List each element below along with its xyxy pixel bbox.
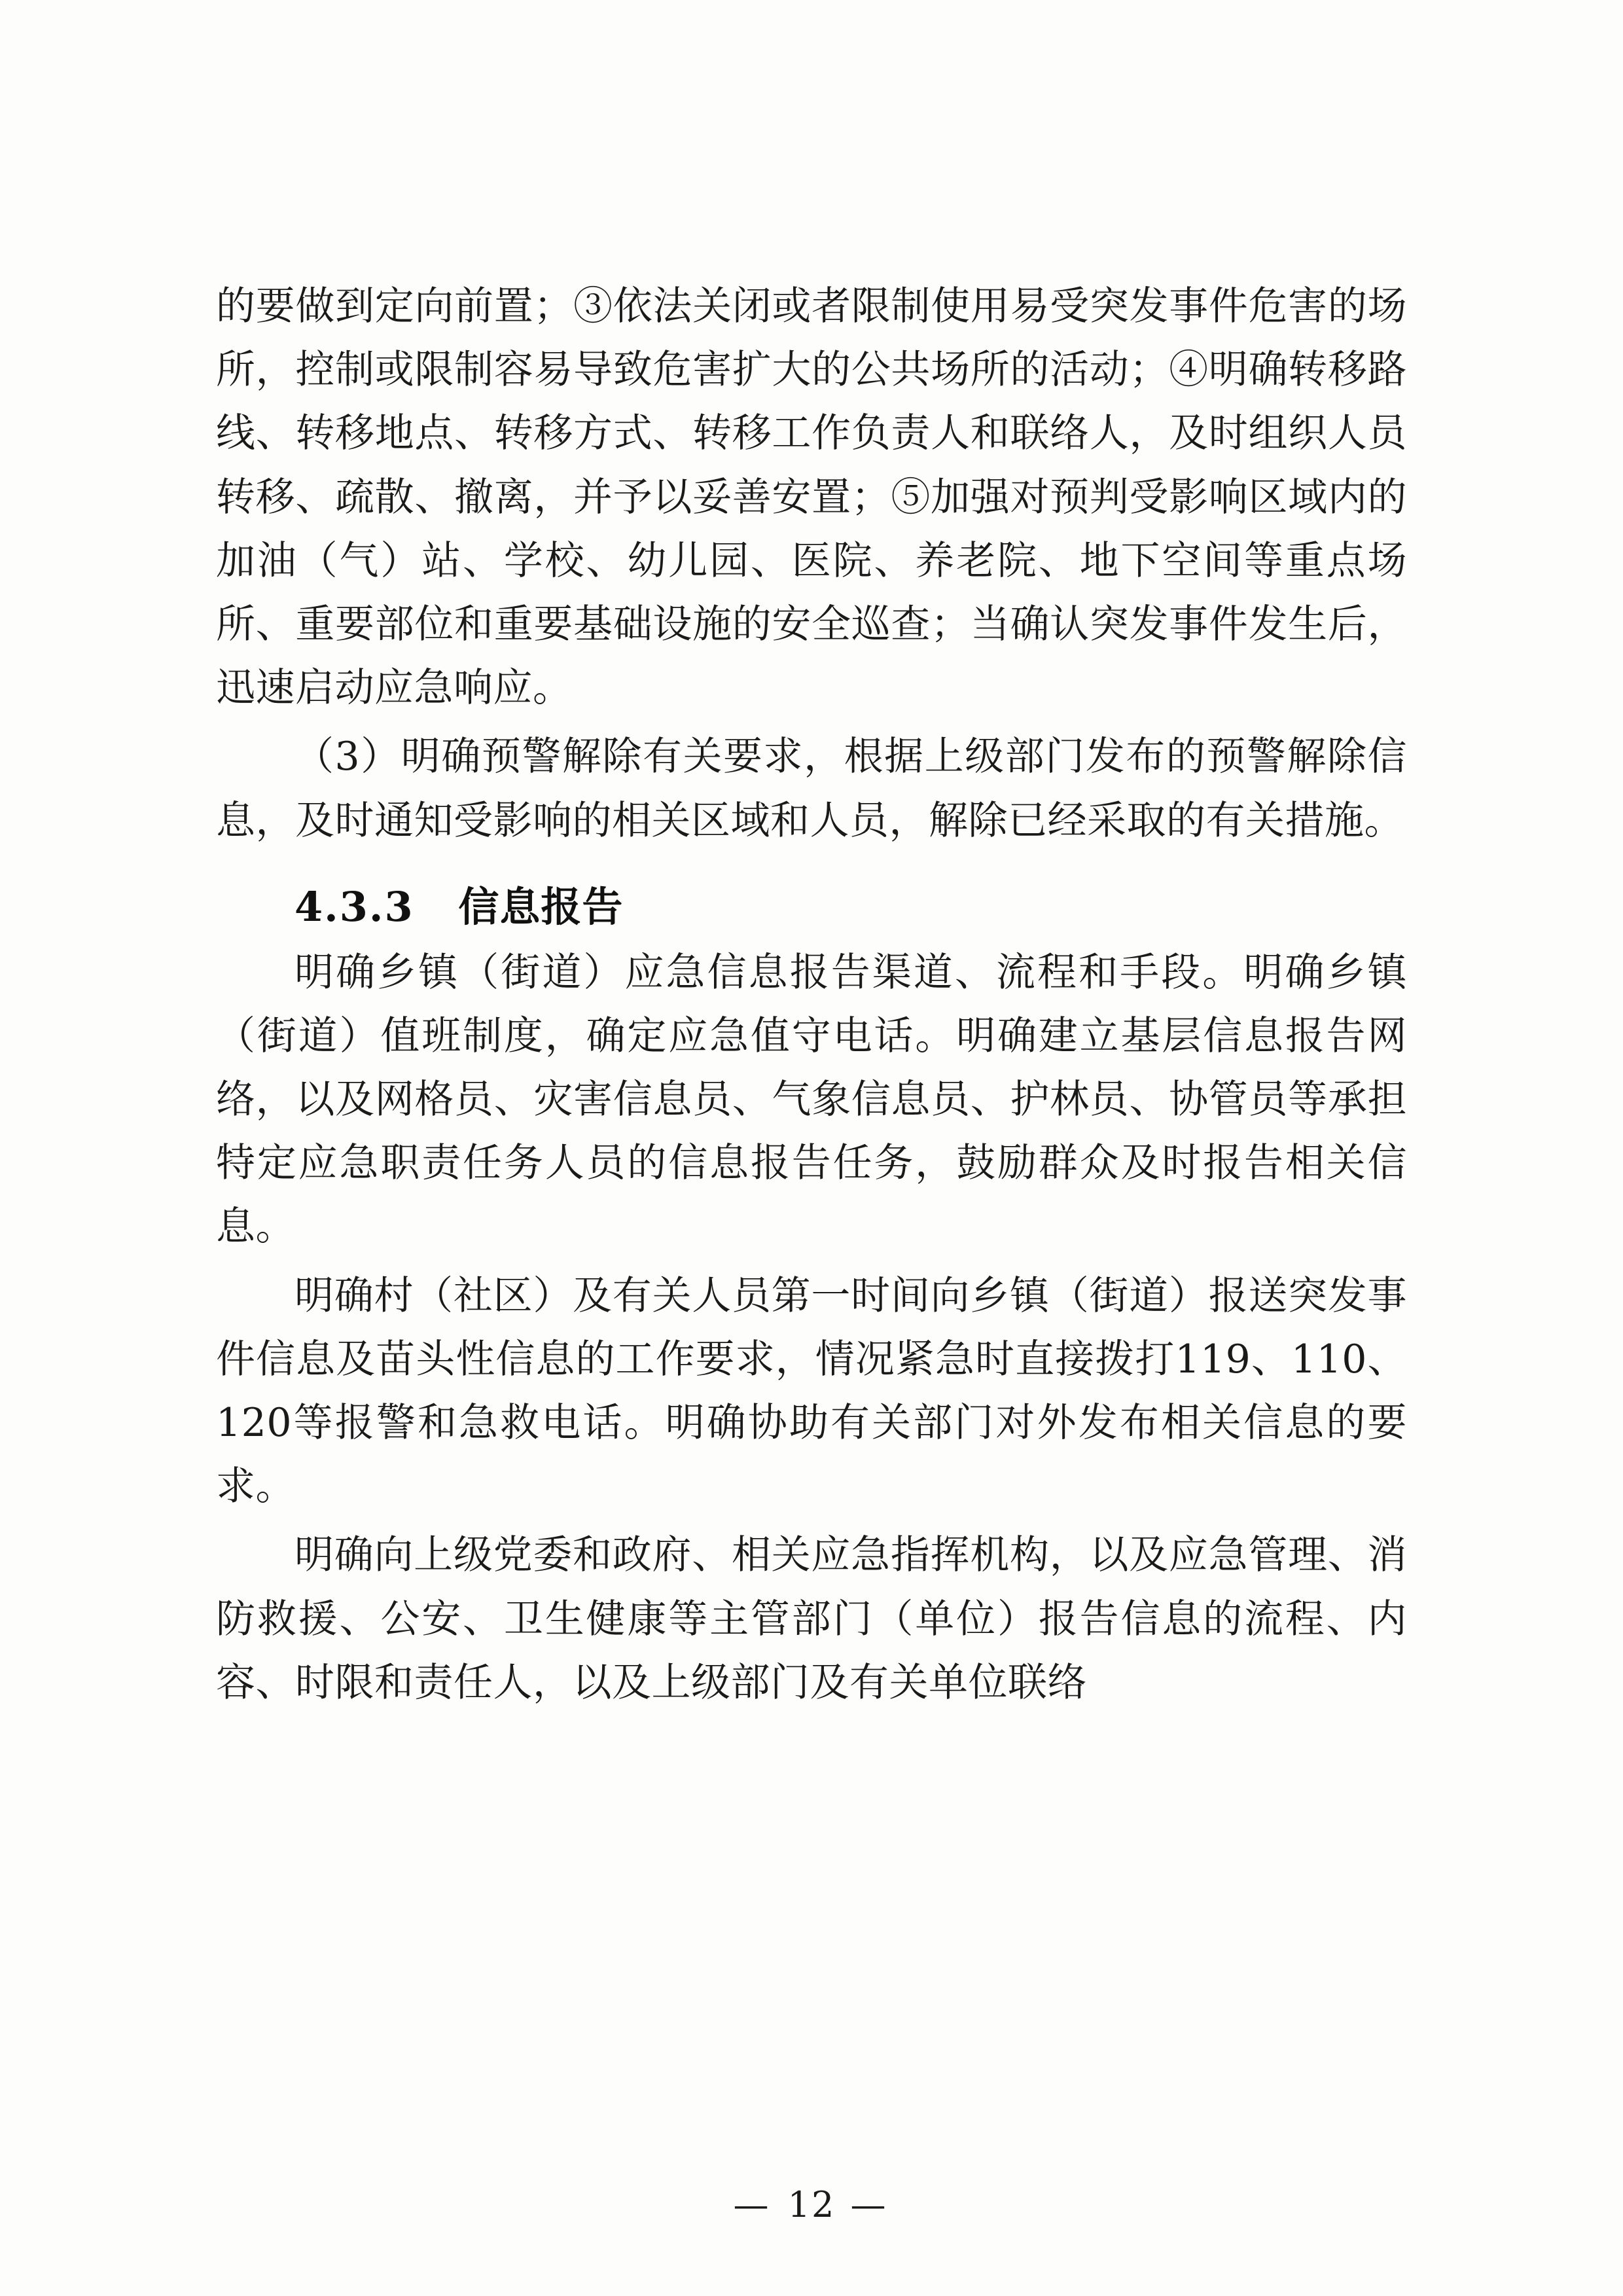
paragraph-block-village-report [216,1265,1407,1519]
footer-page-number: 12 [787,2184,836,2225]
paragraph-block-upper-level-report [216,1524,1407,1715]
page-body [216,275,1407,1720]
section-heading-number: 4.3.3 [294,882,414,931]
paragraph-block-continued [216,275,1407,720]
footer-left-dash: — [733,2184,773,2225]
section-heading-title: 信息报告 [458,882,624,931]
section-heading [216,876,1407,937]
paragraph-block-warning-release [216,725,1407,852]
paragraph-block-report-channels [216,941,1407,1259]
paragraph-report-channels: 明确乡镇（街道）应急信息报告渠道、流程和手段。明确乡镇（街道）值班制度，确定应急值守电话。明确建立基层信息报告网络，以及网格员、灾害信息员、气象信息员、护林员、协管员等承担特定应急职责任务人员的信息报告任务，鼓励群众及时报告相关信息。 [216,949,1407,1250]
footer-right-dash: — [850,2184,890,2225]
paragraph-warning-release: （3）明确预警解除有关要求，根据上级部门发布的预警解除信息，及时通知受影响的相关区域和人员，解除已经采取的有关措施。 [216,734,1407,844]
paragraph-continued: 的要做到定向前置；③依法关闭或者限制使用易受突发事件危害的场所，控制或限制容易导致危害扩大的公共场所的活动；④明确转移路线、转移地点、转移方式、转移工作负责人和联络人，及时组织人员转移、疏散、撤离，并予以妥善安置；⑤加强对预判受影响区域内的加油（气）站、学校、幼儿园、医院、养老院、地下空间等重点场所、重要部位和重要基础设施的安全巡查；当确认突发事件发生后，迅速启动应急响应。 [216,283,1407,711]
section-heading-spacer [429,883,444,931]
paragraph-upper-level-report: 明确向上级党委和政府、相关应急指挥机构，以及应急管理、消防救援、公安、卫生健康等主管部门（单位）报告信息的流程、内容、时限和责任人，以及上级部门及有关单位联络 [216,1532,1407,1706]
page-footer [0,2184,1623,2225]
paragraph-village-report: 明确村（社区）及有关人员第一时间向乡镇（街道）报送突发事件信息及苗头性信息的工作要求，情况紧急时直接拨打119、110、120等报警和急救电话。明确协助有关部门对外发布相关信息的要求。 [216,1272,1407,1510]
